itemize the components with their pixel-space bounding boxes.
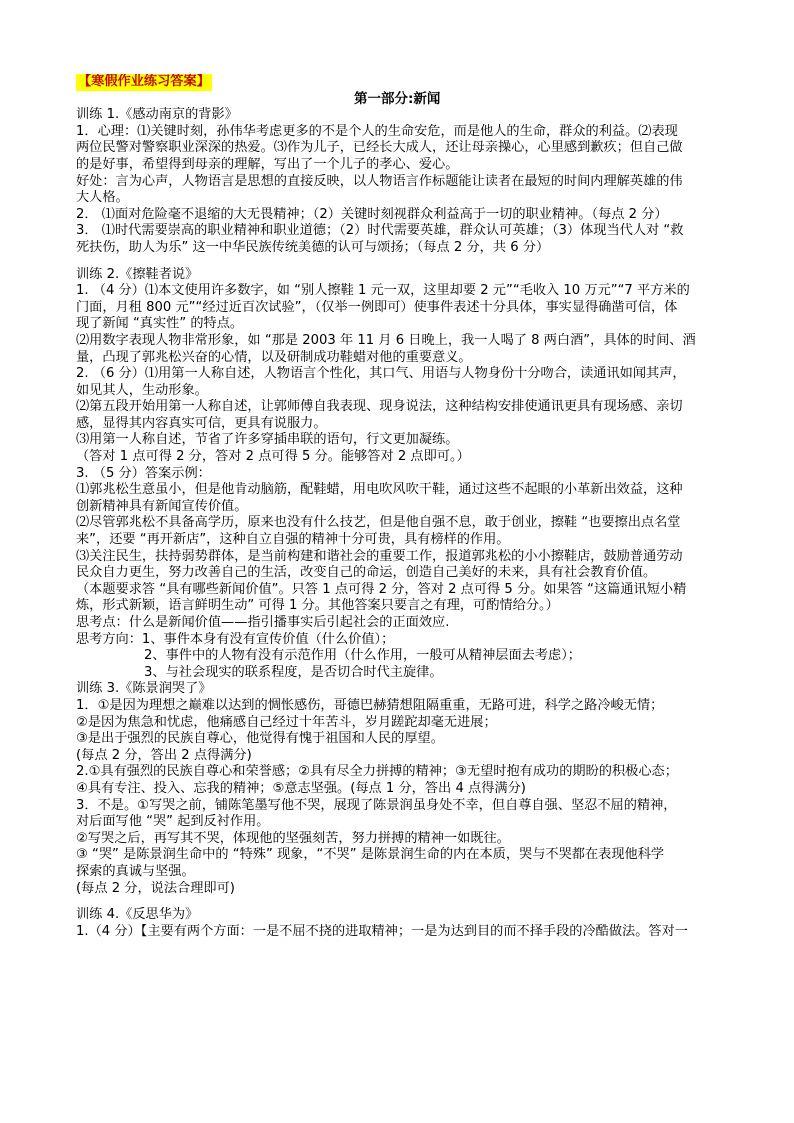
answer-line: 死扶伤，助人为乐” 这一中华民族传统美德的认可与颂扬；（每点 2 分，共 6 分）: [76, 239, 550, 255]
answer-line: 3. （5 分）答案示例：: [76, 465, 211, 481]
answer-line: 门面，月租 800 元”“经过近百次试验”，（仅举一例即可）使事件表述十分具体，事实显得确凿可信，体: [76, 299, 678, 315]
answer-line: 思考点：什么是新闻价值——指引播事实后引起社会的正面效应.: [76, 615, 450, 630]
answer-line: 现了新闻 “真实性” 的特点。: [76, 316, 244, 332]
exercise-heading: 训练 4.《反思华为》: [76, 907, 199, 923]
answer-line: ③ “哭” 是陈景润生命中的 “特殊” 现象，“不哭” 是陈景润生命的内在本质，哭与不哭都在表现他科学: [76, 847, 665, 863]
answer-line: 两位民警对警察职业深深的热爱。⑶作为儿子，已经长大成人，还让母亲操心，心里感到歉疚；但自己做: [76, 140, 683, 156]
answer-line: 1.（4 分）【主要有两个方面：一是不屈不挠的进取精神；一是为达到目的而不择手段的冷酷做法。答对一: [76, 923, 688, 939]
spacer: [76, 257, 724, 267]
answer-line: 3．不是。①写哭之前，铺陈笔墨写他不哭，展现了陈景润虽身处不幸，但自尊自强、坚忍不屈的精神，: [76, 797, 677, 813]
answer-line: ⑶用第一人称自述，节省了许多穿插串联的语句，行文更加凝练。: [76, 432, 459, 448]
answer-line: ③是出于强烈的民族自尊心，他觉得有愧于祖国和人民的厚望。: [76, 731, 444, 747]
answer-line: ⑶关注民生，扶持弱势群体，是当前构建和谐社会的重要工作，报道郭兆松的小小擦鞋店，鼓励普通劳动: [76, 548, 683, 564]
spacer: [76, 897, 724, 907]
answer-line: 探索的真诚与坚强。: [76, 863, 195, 879]
answer-tag: 【寒假作业练习答案】: [78, 74, 210, 89]
answer-line: ②是因为焦急和忧虑，他痛感自己经过十年苦斗，岁月蹉跎却毫无进展；: [76, 714, 497, 730]
answer-line: 1．①是因为理想之巅难以达到的惆怅感伤，哥德巴赫猜想阻隔重重，无路可进，科学之路冷峻无情；: [76, 697, 664, 713]
answer-line: 量，凸现了郭兆松兴奋的心情，以及研制成功鞋蜡对他的重要意义。: [76, 349, 472, 365]
answer-line: 1. （4 分）⑴本文使用许多数字，如 “别人擦鞋 1 元一双，这里却要 2 元”“毛收入 10 万元”“7 平方米的: [76, 283, 690, 299]
answer-line: ⑵尽管郭兆松不具备高学历，原来也没有什么技艺，但是他自强不息，敢于创业，擦鞋 “也要擦出点名堂: [76, 515, 681, 531]
answer-line: 3、与社会现实的联系程度，是否切合时代主旋律。: [144, 664, 443, 680]
answer-line: 民众自力更生，努力改善自己的生活，改变自己的命运，创造自己美好的未来，具有社会教育价值。: [76, 565, 657, 581]
answer-line: (每点 2 分，答出 2 点得满分): [76, 747, 252, 763]
answer-line: 2. （6 分）⑴用第一人称自述，人物语言个性化，其口气、用语与人物身份十分吻合，读通讯如闻其声，: [76, 366, 686, 382]
answer-line: 1．心理：⑴关键时刻，孙伟华考虑更多的不是个人的生命安危，而是他人的生命，群众的利益。⑵表现: [76, 123, 678, 139]
answer-line: 3． ⑴时代需要崇高的职业精神和职业道德；（2）时代需要英雄，群众认可英雄；（3）体现当代人对 “救: [76, 223, 684, 239]
answer-line: 2.①具有强烈的民族自尊心和荣誉感；②具有尽全力拼搏的精神；③无望时抱有成功的期盼的积极心态；: [76, 764, 678, 780]
answer-line: ④具有专注、投入、忘我的精神；⑤意志坚强。(每点 1 分，答出 4 点得满分): [76, 780, 526, 796]
exercise-heading: 训练 3.《陈景润哭了》: [76, 681, 212, 697]
answer-line: （答对 1 点可得 2 分，答对 2 点可得 5 分。能够答对 2 点即可。）: [76, 449, 470, 465]
answer-line: 2、事件中的人物有没有示范作用（什么作用，一般可从精神层面去考虑）；: [144, 648, 581, 664]
answer-line: 来”，还要 “再开新店”，这种自立自强的精神十分可贵，具有榜样的作用。: [76, 532, 510, 548]
answer-line: （本题要求答 “具有哪些新闻价值”。只答 1 点可得 2 分，答对 2 点可得 5 分。如果答 “这篇通讯短小精: [76, 581, 687, 597]
answer-line: 的是好事，希望得到母亲的理解，写出了一个儿子的孝心、爱心。: [76, 156, 459, 172]
answer-line: ②写哭之后，再写其不哭，体现他的坚强刻苦，努力拼搏的精神一如既往。: [76, 830, 510, 846]
answer-line: 对后面写他 “哭” 起到反衬作用。: [76, 814, 270, 830]
section-title-row: [76, 91, 724, 108]
exercise-heading: 训练 1.《感动南京的背影》: [76, 107, 238, 123]
answer-line: 如见其人，生动形象。: [76, 382, 208, 398]
doc-header-row: [76, 74, 724, 91]
exercise-heading: 训练 2.《擦鞋者说》: [76, 266, 199, 282]
answer-line: (每点 2 分，说法合理即可): [76, 880, 235, 896]
answer-line: 好处：言为心声，人物语言是思想的直接反映，以人物语言作标题能让读者在最短的时间内理解英雄的伟: [76, 173, 683, 189]
answer-line: 创新精神具有新闻宣传价值。: [76, 498, 248, 514]
answer-document: [76, 74, 724, 940]
answer-line: ⑵第五段开始用第一人称自述，让郭师傅自我表现、现身说法，这种结构安排使通讯更具有现场感、亲切: [76, 399, 683, 415]
answer-line: 2． ⑴面对危险毫不退缩的大无畏精神；（2）关键时刻视群众利益高于一切的职业精神。（每点 2 分）: [76, 206, 668, 222]
section-title: 第一部分:新闻: [354, 90, 441, 107]
answer-line: 炼，形式新颖，语言鲜明生动” 可得 1 分。其他答案只要言之有理，可酌情给分。）: [76, 598, 559, 614]
answer-line: ⑴郭兆松生意虽小，但是他肯动脑筋，配鞋蜡，用电吹风吹干鞋，通过这些不起眼的小革新出效益，这种: [76, 482, 683, 498]
answer-line: 感，显得其内容真实可信，更具有说服力。: [76, 415, 327, 431]
answer-line: 思考方向：1、事件本身有没有宣传价值（什么价值）；: [76, 631, 395, 647]
answer-line: ⑵用数字表现人物非常形象，如 “那是 2003 年 11 月 6 日晚上，我一人喝了 8 两白酒”，具体的时间、酒: [76, 332, 696, 348]
answer-line: 大人格。: [76, 190, 129, 206]
